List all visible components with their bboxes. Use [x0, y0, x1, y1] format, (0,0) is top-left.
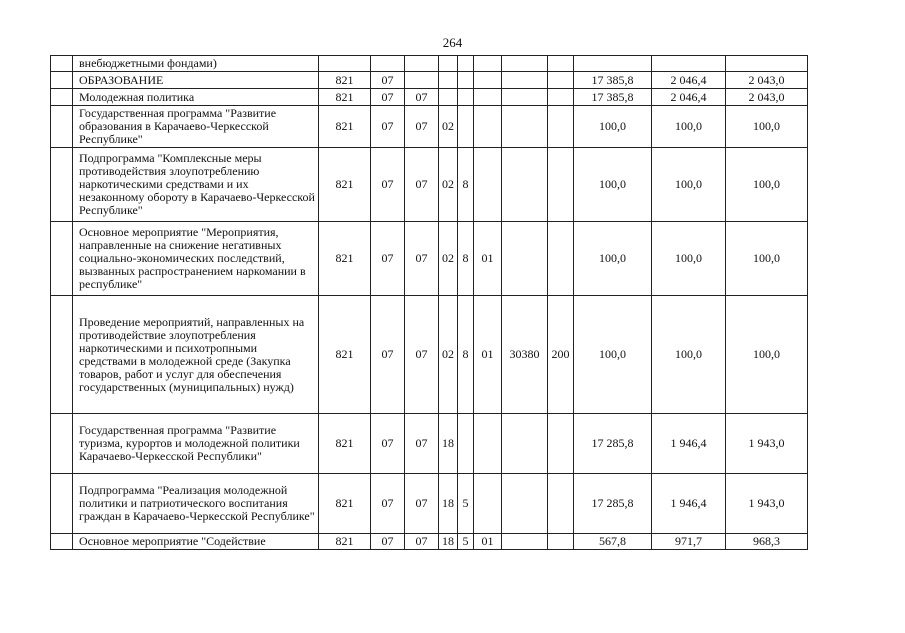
cell-section: 07 — [371, 474, 405, 534]
cell-sum3: 100,0 — [726, 222, 808, 296]
cell-sum1: 17 285,8 — [574, 474, 652, 534]
cell-event — [474, 72, 502, 89]
cell-expense-type — [548, 534, 574, 550]
cell-subprogram — [458, 414, 474, 474]
cell-direction — [502, 534, 548, 550]
cell-section: 07 — [371, 106, 405, 148]
cell-event: 01 — [474, 534, 502, 550]
cell-program — [439, 72, 458, 89]
row-number-cell — [51, 72, 73, 89]
cell-sum1: 17 385,8 — [574, 72, 652, 89]
cell-direction — [502, 72, 548, 89]
cell-direction — [502, 474, 548, 534]
cell-expense-type — [548, 148, 574, 222]
cell-program: 02 — [439, 296, 458, 414]
cell-admin: 821 — [319, 222, 371, 296]
cell-program: 02 — [439, 222, 458, 296]
cell-sum2: 2 046,4 — [652, 72, 726, 89]
cell-sum2: 2 046,4 — [652, 89, 726, 106]
cell-event — [474, 148, 502, 222]
cell-admin: 821 — [319, 148, 371, 222]
cell-sum3 — [726, 56, 808, 72]
cell-direction — [502, 222, 548, 296]
row-number-cell — [51, 534, 73, 550]
cell-subprogram: 5 — [458, 474, 474, 534]
table-row — [51, 148, 808, 222]
cell-subprogram: 8 — [458, 296, 474, 414]
cell-sum3: 2 043,0 — [726, 72, 808, 89]
cell-section: 07 — [371, 534, 405, 550]
table-row — [51, 72, 808, 89]
cell-sum2: 1 946,4 — [652, 474, 726, 534]
cell-sum3: 100,0 — [726, 296, 808, 414]
cell-section — [371, 56, 405, 72]
cell-event — [474, 89, 502, 106]
cell-program: 18 — [439, 474, 458, 534]
table-row — [51, 474, 808, 534]
cell-program: 02 — [439, 106, 458, 148]
cell-admin: 821 — [319, 106, 371, 148]
cell-sum3: 1 943,0 — [726, 414, 808, 474]
cell-sum1 — [574, 56, 652, 72]
cell-event — [474, 106, 502, 148]
cell-subsection: 07 — [405, 414, 439, 474]
row-name-cell: внебюджетными фондами) — [73, 56, 319, 72]
cell-admin: 821 — [319, 474, 371, 534]
cell-direction: 30380 — [502, 296, 548, 414]
row-name-cell: Проведение мероприятий, направленных на противодействие злоупотребления наркотическими и психотропными средствами в молодежной среде (Закупка товаров, работ и услуг для обеспечения государственных (муниципальных) нужд) — [73, 296, 319, 414]
row-name-cell: Государственная программа "Развитие образования в Карачаево-Черкесской Республике" — [73, 106, 319, 148]
row-number-cell — [51, 148, 73, 222]
cell-subsection — [405, 72, 439, 89]
table-row — [51, 56, 808, 72]
cell-expense-type — [548, 222, 574, 296]
cell-sum3: 100,0 — [726, 148, 808, 222]
cell-program — [439, 56, 458, 72]
row-number-cell — [51, 474, 73, 534]
cell-section: 07 — [371, 148, 405, 222]
cell-sum2 — [652, 56, 726, 72]
row-name-cell: Государственная программа "Развитие туризма, курортов и молодежной политики Карачаево-Черкесской Республики" — [73, 414, 319, 474]
row-name-cell: Подпрограмма "Комплексные меры противодействия злоупотреблению наркотическими средствами и их незаконному обороту в Карачаево-Черкесской Республике" — [73, 148, 319, 222]
cell-subprogram — [458, 106, 474, 148]
cell-sum2: 100,0 — [652, 106, 726, 148]
cell-subsection: 07 — [405, 106, 439, 148]
cell-event: 01 — [474, 296, 502, 414]
cell-sum2: 100,0 — [652, 222, 726, 296]
cell-admin: 821 — [319, 72, 371, 89]
cell-section: 07 — [371, 296, 405, 414]
row-name-cell: Подпрограмма "Реализация молодежной политики и патриотического воспитания граждан в Карачаево-Черкесской Республике" — [73, 474, 319, 534]
table-row — [51, 534, 808, 550]
row-number-cell — [51, 106, 73, 148]
cell-sum1: 17 385,8 — [574, 89, 652, 106]
table-body — [51, 56, 808, 550]
row-name-cell: Молодежная политика — [73, 89, 319, 106]
table-row — [51, 106, 808, 148]
cell-sum1: 567,8 — [574, 534, 652, 550]
cell-subprogram — [458, 56, 474, 72]
cell-sum3: 2 043,0 — [726, 89, 808, 106]
cell-sum1: 100,0 — [574, 106, 652, 148]
row-number-cell — [51, 414, 73, 474]
row-name-cell: ОБРАЗОВАНИЕ — [73, 72, 319, 89]
cell-admin: 821 — [319, 296, 371, 414]
cell-program: 18 — [439, 534, 458, 550]
budget-table — [50, 55, 808, 550]
cell-section: 07 — [371, 89, 405, 106]
cell-expense-type — [548, 414, 574, 474]
row-number-cell — [51, 296, 73, 414]
cell-admin: 821 — [319, 414, 371, 474]
row-number-cell — [51, 56, 73, 72]
cell-subsection: 07 — [405, 534, 439, 550]
cell-event — [474, 474, 502, 534]
cell-program: 02 — [439, 148, 458, 222]
cell-subsection: 07 — [405, 474, 439, 534]
cell-sum1: 100,0 — [574, 148, 652, 222]
cell-subsection: 07 — [405, 148, 439, 222]
cell-sum2: 971,7 — [652, 534, 726, 550]
cell-sum3: 100,0 — [726, 106, 808, 148]
cell-subprogram: 8 — [458, 148, 474, 222]
cell-subsection: 07 — [405, 296, 439, 414]
cell-event — [474, 414, 502, 474]
cell-sum3: 1 943,0 — [726, 474, 808, 534]
row-number-cell — [51, 89, 73, 106]
cell-admin — [319, 56, 371, 72]
cell-sum1: 17 285,8 — [574, 414, 652, 474]
cell-expense-type — [548, 474, 574, 534]
cell-section: 07 — [371, 222, 405, 296]
cell-expense-type — [548, 89, 574, 106]
cell-event: 01 — [474, 222, 502, 296]
cell-subprogram: 5 — [458, 534, 474, 550]
page-number: 264 — [442, 35, 463, 50]
row-name-cell: Основное мероприятие "Мероприятия, направленные на снижение негативных социально-экономических последствий, вызванных распространением наркомании в республике" — [73, 222, 319, 296]
cell-sum2: 1 946,4 — [652, 414, 726, 474]
cell-expense-type — [548, 56, 574, 72]
cell-section: 07 — [371, 72, 405, 89]
cell-sum3: 968,3 — [726, 534, 808, 550]
cell-sum2: 100,0 — [652, 296, 726, 414]
row-name-cell: Основное мероприятие "Содействие — [73, 534, 319, 550]
cell-admin: 821 — [319, 89, 371, 106]
cell-subsection: 07 — [405, 222, 439, 296]
cell-admin: 821 — [319, 534, 371, 550]
cell-expense-type — [548, 72, 574, 89]
cell-subsection — [405, 56, 439, 72]
cell-subprogram — [458, 89, 474, 106]
cell-program: 18 — [439, 414, 458, 474]
cell-section: 07 — [371, 414, 405, 474]
cell-direction — [502, 89, 548, 106]
row-number-cell — [51, 222, 73, 296]
cell-subsection: 07 — [405, 89, 439, 106]
table-row — [51, 296, 808, 414]
cell-direction — [502, 106, 548, 148]
cell-sum1: 100,0 — [574, 222, 652, 296]
cell-subprogram — [458, 72, 474, 89]
cell-direction — [502, 148, 548, 222]
cell-direction — [502, 56, 548, 72]
cell-direction — [502, 414, 548, 474]
table-row — [51, 89, 808, 106]
cell-sum1: 100,0 — [574, 296, 652, 414]
cell-program — [439, 89, 458, 106]
cell-expense-type — [548, 106, 574, 148]
cell-subprogram: 8 — [458, 222, 474, 296]
cell-event — [474, 56, 502, 72]
cell-sum2: 100,0 — [652, 148, 726, 222]
table-row — [51, 414, 808, 474]
cell-expense-type: 200 — [548, 296, 574, 414]
table-row — [51, 222, 808, 296]
